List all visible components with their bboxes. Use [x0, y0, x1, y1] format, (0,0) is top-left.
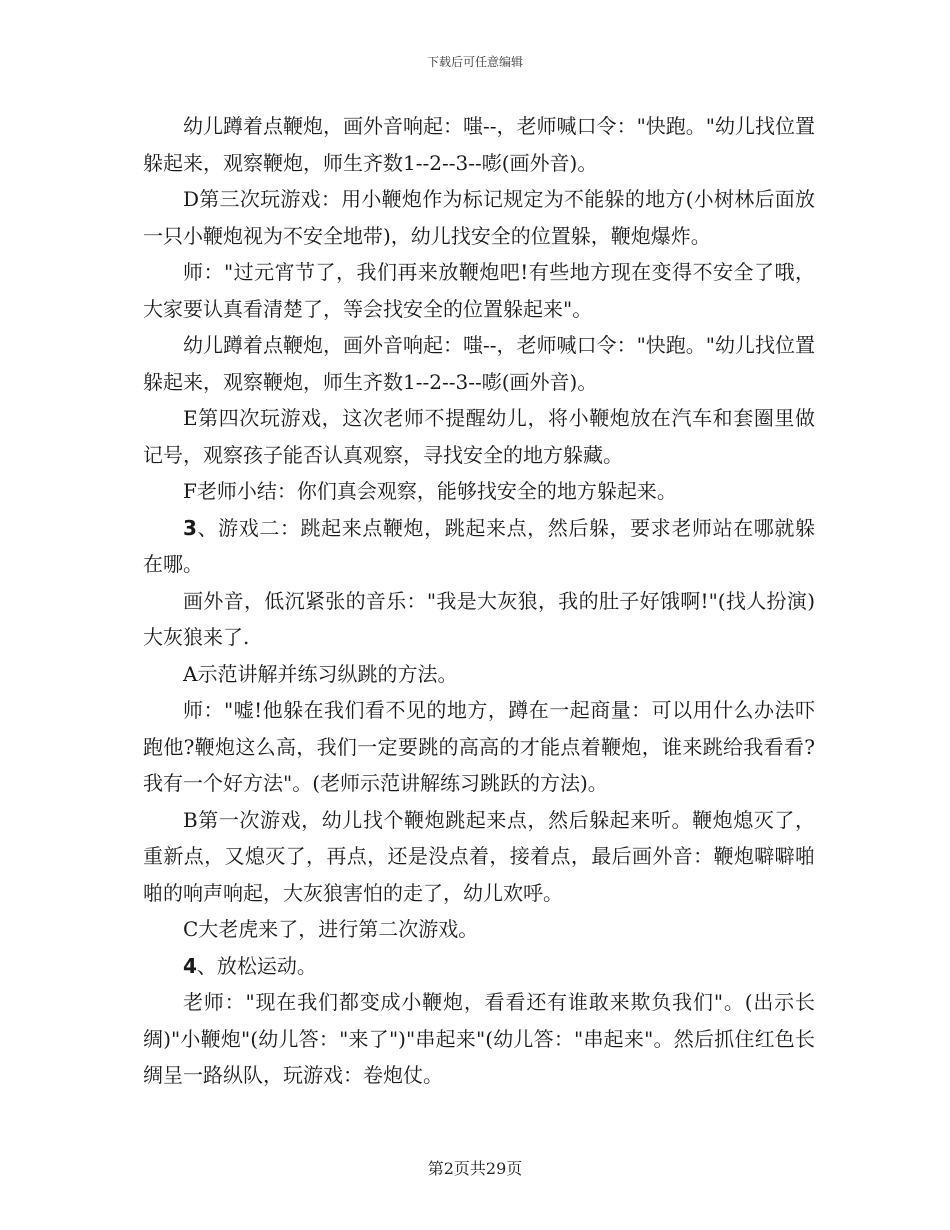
paragraph: 幼儿蹲着点鞭炮，画外音响起：嗤--，老师喊口令："快跑。"幼儿找位置躲起来，观察鞭炮，师生齐数1--2--3--嘭(画外音)。: [143, 333, 815, 394]
section-heading-paragraph: [143, 948, 815, 985]
section-number: 4: [183, 953, 197, 978]
document-body: [143, 108, 815, 1094]
paragraph: C大老虎来了，进行第二次游戏。: [183, 917, 479, 941]
paragraph: A示范讲解并练习纵跳的方法。: [183, 661, 458, 686]
section-text: 、放松运动。: [196, 953, 317, 978]
paragraph: 师："嘘!他躲在我们看不见的地方，蹲在一起商量：可以用什么办法吓跑他?鞭炮这么高，我们一定要跳的高高的才能点着鞭炮，谁来跳给我看看?我有一个好方法"。(老师示范讲解练习跳跃的方法)。: [143, 698, 815, 795]
page-header: 下载后可任意编辑: [426, 55, 523, 69]
paragraph: 画外音，低沉紧张的音乐："我是大灰狼，我的肚子好饿啊!"(找人扮演)大灰狼来了.: [143, 588, 815, 649]
paragraph: E第四次玩游戏，这次老师不提醒幼儿，将小鞭炮放在汽车和套圈里做记号，观察孩子能否认真观察，寻找安全的地方躲藏。: [143, 406, 815, 467]
paragraph: 幼儿蹲着点鞭炮，画外音响起：嗤--，老师喊口令："快跑。"幼儿找位置躲起来，观察鞭炮，师生齐数1--2--3--嘭(画外音)。: [143, 114, 815, 175]
section-number: 3: [183, 515, 197, 540]
paragraph: 老师："现在我们都变成小鞭炮，看看还有谁敢来欺负我们"。(出示长绸)"小鞭炮"(幼儿答："来了")"串起来"(幼儿答："串起来"。然后抓住红色长绸呈一路纵队，玩游戏：卷炮仗。: [143, 990, 815, 1087]
page-footer: 第2页共29页: [427, 1159, 523, 1178]
section-heading-paragraph: [143, 510, 815, 583]
paragraph: F老师小结：你们真会观察，能够找安全的地方躲起来。: [183, 479, 677, 503]
paragraph: B第一次游戏，幼儿找个鞭炮跳起来点，然后躲起来听。鞭炮熄灭了，重新点，又熄灭了，再点，还是没点着，接着点，最后画外音：鞭炮噼噼啪啪的响声响起，大灰狼害怕的走了，幼儿欢呼。: [143, 807, 815, 905]
paragraph: 师："过元宵节了，我们再来放鞭炮吧!有些地方现在变得不安全了哦，大家要认真看清楚了，等会找安全的位置躲起来"。: [143, 260, 815, 321]
paragraph: D第三次玩游戏：用小鞭炮作为标记规定为不能躲的地方(小树林后面放一只小鞭炮视为不安全地带)，幼儿找安全的位置躲，鞭炮爆炸。: [143, 187, 815, 248]
section-text: 、游戏二：跳起来点鞭炮，跳起来点，然后躲，要求老师站在哪就躲在哪。: [143, 515, 815, 576]
